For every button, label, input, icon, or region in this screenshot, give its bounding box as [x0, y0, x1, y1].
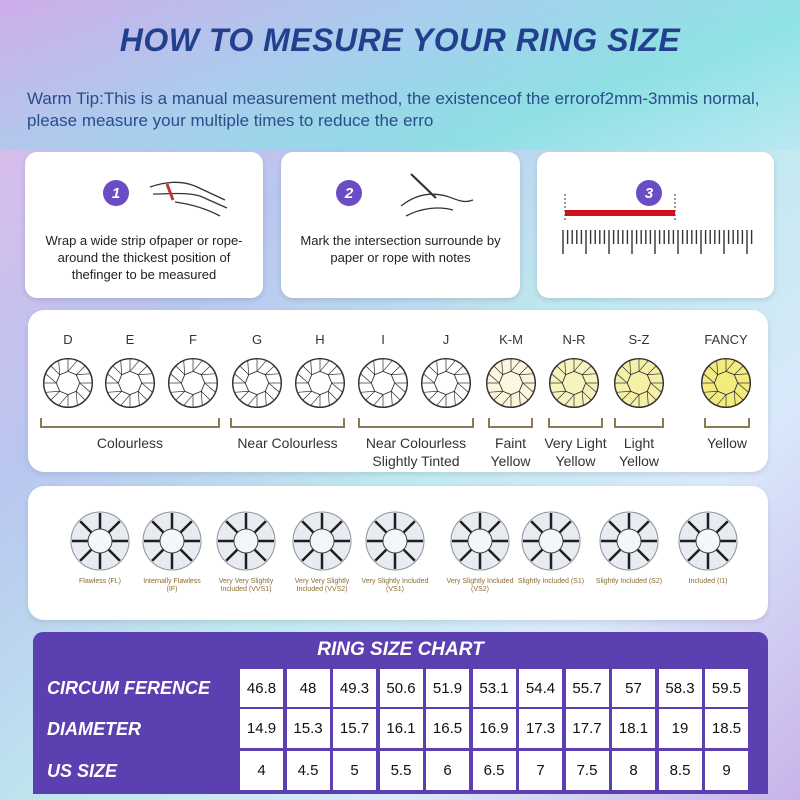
clarity-grade-label: Internally Flawless (IF) — [143, 578, 201, 593]
chart-cell: 57 — [612, 669, 655, 707]
step-text-2: Mark the intersection surrounde by paper or rope with notes — [300, 233, 501, 265]
chart-cell: 58.3 — [659, 669, 702, 707]
chart-cell: 19 — [659, 709, 702, 748]
diamond-icon — [419, 356, 473, 415]
grade-group-label: Near Colourless — [237, 435, 338, 451]
color-grade-label: K-M — [499, 332, 523, 347]
grade-group-label: Near Colourless Slightly Tinted — [365, 435, 467, 469]
chart-cell: 49.3 — [333, 669, 376, 707]
chart-cell: 48 — [287, 669, 330, 707]
chart-cell: 46.8 — [240, 669, 283, 707]
color-grade-label: E — [125, 332, 135, 347]
chart-cell: 54.4 — [519, 669, 562, 707]
clarity-diamond-icon — [364, 510, 426, 572]
step-number-3: 3 — [636, 180, 662, 206]
step-number-2: 2 — [336, 180, 362, 206]
chart-cell: 55.7 — [566, 669, 609, 707]
grade-group-label: Very Light Yellow — [544, 435, 607, 469]
grade-group-bracket — [230, 418, 345, 428]
color-grade-label: J — [442, 332, 450, 347]
clarity-grade-label: Included (I1) — [688, 578, 728, 585]
clarity-grade-label: Slightly Included (S1) — [517, 578, 585, 585]
ring-size-chart — [33, 632, 768, 794]
clarity-diamond-icon — [215, 510, 277, 572]
grade-group-bracket — [548, 418, 603, 428]
chart-cell: 6.5 — [473, 751, 516, 790]
warm-tip: Warm Tip:This is a manual measurement method, the existenceof the errorof2mm-3mmis normal, please measure your multiple times to reduce the erro — [27, 89, 760, 130]
chart-cell: 17.3 — [519, 709, 562, 748]
chart-cell: 8 — [612, 751, 655, 790]
color-grade-label: D — [63, 332, 73, 347]
chart-cell: 16.1 — [380, 709, 423, 748]
chart-cell: 9 — [705, 751, 748, 790]
chart-cell: 6 — [426, 751, 469, 790]
diamond-icon — [484, 356, 538, 415]
chart-cell: 18.1 — [612, 709, 655, 748]
grade-group-bracket — [358, 418, 474, 428]
diamond-icon — [356, 356, 410, 415]
grade-group-bracket — [614, 418, 664, 428]
diamond-icon — [547, 356, 601, 415]
step-card-2 — [281, 152, 520, 298]
step-text-1: Wrap a wide strip ofpaper or rope-around the thickest position of thefinger to be measured — [45, 233, 243, 282]
clarity-panel — [28, 486, 768, 620]
color-grade-label: S-Z — [628, 332, 650, 347]
chart-cell: 15.7 — [333, 709, 376, 748]
grade-group-label: Light Yellow — [619, 435, 659, 469]
chart-cell: 53.1 — [473, 669, 516, 707]
clarity-diamond-icon — [520, 510, 582, 572]
chart-cell: 59.5 — [705, 669, 748, 707]
clarity-diamond-icon — [291, 510, 353, 572]
diamond-icon — [103, 356, 157, 415]
chart-cell: 8.5 — [659, 751, 702, 790]
clarity-diamond-icon — [449, 510, 511, 572]
clarity-grade-label: Very Slightly Included (VS1) — [361, 578, 429, 593]
color-grade-label: G — [251, 332, 263, 347]
clarity-diamond-icon — [141, 510, 203, 572]
chart-cell: 18.5 — [705, 709, 748, 748]
clarity-diamond-icon — [598, 510, 660, 572]
grade-group-bracket — [704, 418, 750, 428]
diamond-icon — [41, 356, 95, 415]
step-card-1 — [25, 152, 263, 298]
chart-cell: 4.5 — [287, 751, 330, 790]
clarity-diamond-icon — [69, 510, 131, 572]
grade-group-label: Yellow — [707, 435, 747, 451]
grade-group-label: Colourless — [96, 435, 164, 451]
color-grade-label: N-R — [562, 332, 586, 347]
color-grade-label: H — [315, 332, 325, 347]
chart-row-label: US SIZE — [47, 760, 118, 781]
chart-cell: 15.3 — [287, 709, 330, 748]
page-title: HOW TO MESURE YOUR RING SIZE — [119, 22, 681, 58]
chart-row-label: DIAMETER — [47, 718, 141, 739]
chart-cell: 16.9 — [473, 709, 516, 748]
chart-cell: 4 — [240, 751, 283, 790]
ruler-icon — [559, 192, 755, 262]
diamond-icon — [230, 356, 284, 415]
clarity-diamond-icon — [677, 510, 739, 572]
diamond-icon — [699, 356, 753, 415]
chart-cell: 5.5 — [380, 751, 423, 790]
clarity-grade-label: Flawless (FL) — [78, 578, 121, 585]
chart-cell: 5 — [333, 751, 376, 790]
hand-pen-icon — [391, 166, 481, 226]
diamond-icon — [612, 356, 666, 415]
chart-cell: 16.5 — [426, 709, 469, 748]
diamond-icon — [166, 356, 220, 415]
chart-cell: 50.6 — [380, 669, 423, 707]
clarity-grade-label: Very Very Slightly Included (VVS1) — [218, 578, 274, 593]
clarity-grade-label: Very Very Slightly Included (VVS2) — [294, 578, 350, 593]
chart-row-label: CIRCUM FERENCE — [47, 678, 211, 698]
chart-cell: 7 — [519, 751, 562, 790]
grade-group-bracket — [488, 418, 533, 428]
chart-cell: 17.7 — [566, 709, 609, 748]
color-grade-label: FANCY — [704, 332, 748, 347]
clarity-grade-label: Slightly Included (S2) — [595, 578, 663, 585]
diamond-icon — [293, 356, 347, 415]
hand-wrap-icon — [145, 172, 235, 222]
step-card-3 — [537, 152, 774, 298]
color-grade-label: F — [189, 332, 197, 347]
step-number-1: 1 — [103, 180, 129, 206]
clarity-grade-label: Very Slightly Included (VS2) — [446, 578, 514, 593]
color-grade-label: I — [381, 332, 385, 347]
chart-cell: 51.9 — [426, 669, 469, 707]
color-grade-panel — [28, 310, 768, 472]
grade-group-label: Faint Yellow — [490, 435, 531, 469]
grade-group-bracket — [40, 418, 220, 428]
chart-title: RING SIZE CHART — [317, 639, 484, 660]
chart-cell: 7.5 — [566, 751, 609, 790]
chart-cell: 14.9 — [240, 709, 283, 748]
